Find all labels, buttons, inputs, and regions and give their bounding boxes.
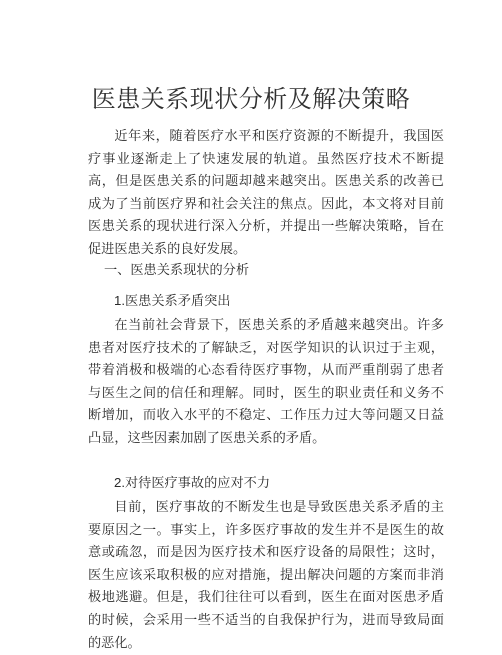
document-title: 医患关系现状分析及解决策略	[91, 85, 411, 113]
subsection-heading-2	[114, 472, 270, 495]
subsection-heading-1	[114, 290, 231, 313]
subsection-number: 1.	[114, 293, 125, 308]
subsection-number: 2.	[114, 475, 125, 490]
section-heading-analysis: 一、医患关系现状的分析	[104, 263, 250, 278]
subsection-title: 对待医疗事故的应对不力	[125, 476, 271, 491]
intro-paragraph: 近年来，随着医疗水平和医疗资源的不断提升，我国医疗事业逐渐走上了快速发展的轨道。虽然医疗技术不断提高，但是医患关系的问题却越来越突出。医患关系的改善已成为了当前医疗界和社会关注的焦点。因此，本文将对目前医患关系的现状进行深入分析，并提出一些解决策略，旨在促进医患关系的良好发展。	[88, 129, 444, 257]
subsection-2-paragraph: 目前，医疗事故的不断发生也是导致医患关系矛盾的主要原因之一。事实上，许多医疗事故的发生并不是医生的故意或疏忽，而是因为医疗技术和医疗设备的局限性；这时，医生应该采取积极的应对措施，提出解决问题的方案而非消极地逃避。但是，我们往往可以看到，医生在面对医患矛盾的时候，会采用一些不适当的自我保护行为，进而导致局面的恶化。	[88, 500, 444, 651]
subsection-title: 医患关系矛盾突出	[125, 294, 231, 309]
subsection-1-paragraph: 在当前社会背景下，医患关系的矛盾越来越突出。许多患者对医疗技术的了解缺乏，对医学知识的认识过于主观，带着消极和极端的心态看待医疗事物，从而严重削弱了患者与医生之间的信任和理解。同时，医生的职业责任和义务不断增加，而收入水平的不稳定、工作压力过大等问题又日益凸显，这些因素加剧了医患关系的矛盾。	[88, 318, 444, 446]
